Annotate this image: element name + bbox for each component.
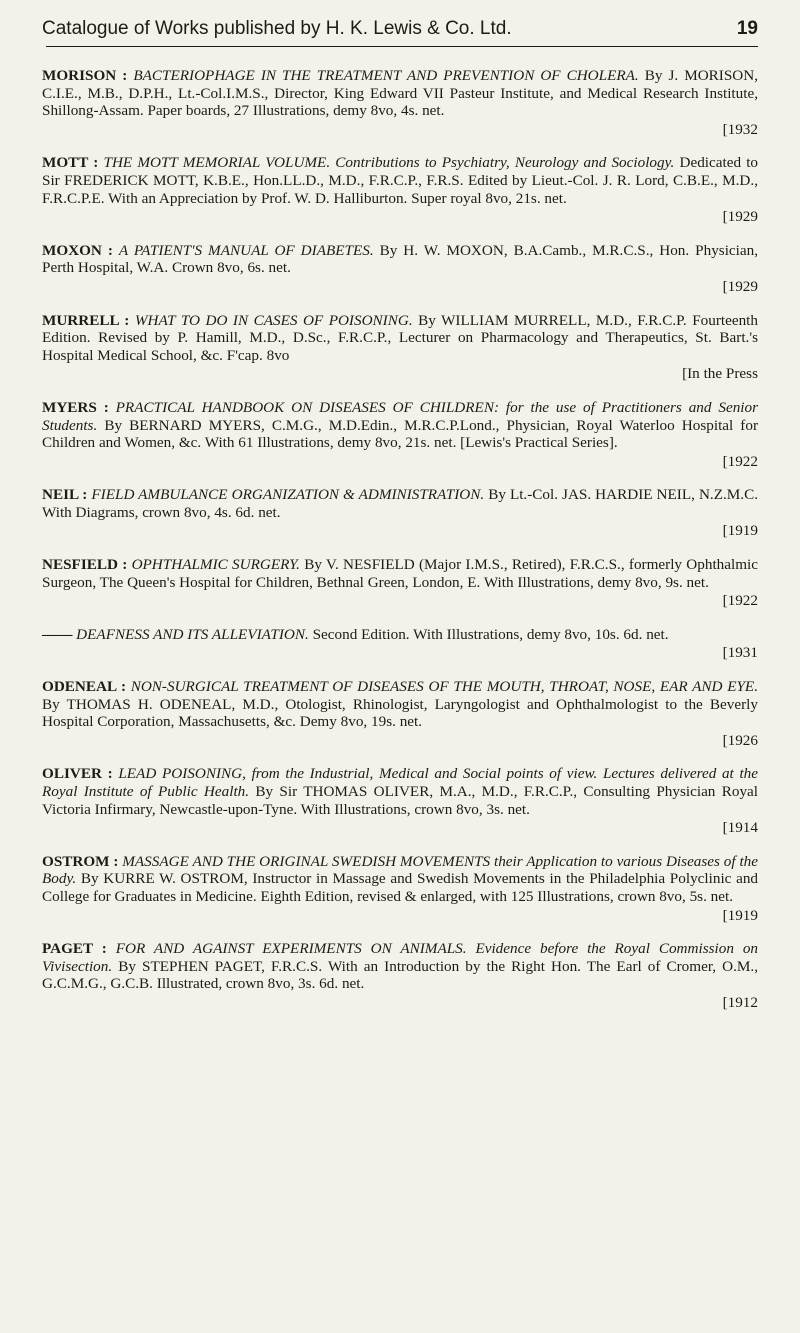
entry-year: [1922 xyxy=(722,452,758,470)
entry-details: By J. MORISON, C.I.E., M.B., D.P.H., Lt.-Col.I.M.S., Director, King Edward VII Pasteur Institute, and Medical Research Institute, Shillong-Assam. Paper boards, 27 Illustrations, demy 8vo, 4s. net. xyxy=(42,67,759,120)
entry-title: FIELD AMBULANCE ORGANIZATION & ADMINISTRATION. xyxy=(91,486,485,504)
entry-details: By THOMAS H. ODENEAL, M.D., Otologist, Rhinologist, Laryngologist and Ophthalmologist to the Beverly Hospital Corporation, Massachusetts, &c. Demy 8vo, 19s. net. xyxy=(42,695,758,731)
entry-author: OSTROM : xyxy=(42,852,119,870)
entry-title: LEAD POISONING, from the Industrial, Medical and Social points of view. Lectures delivered at the Royal Institute of Public Health. xyxy=(42,765,759,800)
entry-author: MOXON : xyxy=(42,241,113,259)
entry-year: [1919 xyxy=(722,906,758,924)
entry-year: [1926 xyxy=(722,731,758,749)
entry-year: [In the Press xyxy=(682,365,758,383)
entry-details: By V. NESFIELD (Major I.M.S., Retired), F.R.C.S., formerly Ophthalmic Surgeon, The Queen's Hospital for Children, Bethnal Green, London, E. With Illustrations, demy 8vo, 9s. net. xyxy=(42,556,758,591)
entry-details: By STEPHEN PAGET, F.R.C.S. With an Introduction by the Right Hon. The Earl of Cromer, O.M., G.C.M.G., G.C.B. Illustrated, crown 8vo, 3s. 6d. net. xyxy=(42,957,759,993)
entry-year: [1912 xyxy=(722,993,758,1011)
entry-details: By KURRE W. OSTROM, Instructor in Massage and Swedish Movements in the Philadelphia Polyclinic and College for Graduates in Medicine. Eighth Edition, revised & enlarged, with 125 Illustrations, crown 8vo, 5s. net. xyxy=(42,870,759,905)
entry-title: NON-SURGICAL TREATMENT OF DISEASES OF THE MOUTH, THROAT, NOSE, EAR AND EYE. xyxy=(130,678,758,696)
catalogue-entry xyxy=(42,678,758,749)
entry-year: [1931 xyxy=(722,644,758,662)
entry-details: By Lt.-Col. JAS. HARDIE NEIL, N.Z.M.C. With Diagrams, crown 8vo, 4s. 6d. net. xyxy=(42,486,759,521)
entry-author: MYERS : xyxy=(42,398,109,416)
entry-details: Second Edition. With Illustrations, demy 8vo, 10s. 6d. net. xyxy=(312,625,669,643)
entry-author: MURRELL : xyxy=(42,311,130,329)
catalogue-entry xyxy=(42,399,758,470)
entry-author: ODENEAL : xyxy=(42,678,127,696)
header-title: Catalogue of Works published by H. K. Lewis & Co. Ltd. xyxy=(42,18,512,39)
entry-author: MORISON : xyxy=(42,67,128,84)
entry-author: —— xyxy=(42,625,73,643)
entry-title: DEAFNESS AND ITS ALLEVIATION. xyxy=(76,625,309,643)
entry-details: By BERNARD MYERS, C.M.G., M.D.Edin., M.R.C.P.Lond., Physician, Royal Waterloo Hospital for Children and Women, &c. With 61 Illustrations, demy 8vo, 21s. net. [Lewis's Practical Series]. xyxy=(42,416,758,452)
entry-list xyxy=(42,67,758,1012)
catalogue-entry xyxy=(42,626,758,662)
entry-author: OLIVER : xyxy=(42,765,113,783)
entry-year: [1932 xyxy=(722,120,758,138)
entry-details: By H. W. MOXON, B.A.Camb., M.R.C.S., Hon. Physician, Perth Hospital, W.A. Crown 8vo, 6s. net. xyxy=(42,241,759,277)
page-header xyxy=(42,0,758,46)
entry-year: [1914 xyxy=(722,819,758,837)
entry-year: [1929 xyxy=(722,208,758,226)
catalogue-entry xyxy=(42,853,758,924)
entry-author: NESFIELD : xyxy=(42,556,128,574)
catalogue-entry xyxy=(42,312,758,383)
page-number: 19 xyxy=(736,18,758,39)
entry-title: BACTERIOPHAGE IN THE TREATMENT AND PREVENTION OF CHOLERA. xyxy=(133,67,639,84)
catalogue-entry xyxy=(42,154,758,225)
entry-details: By Sir THOMAS OLIVER, M.A., M.D., F.R.C.P., Consulting Physician Royal Victoria Infirmary, Newcastle-upon-Tyne. With Illustrations, crown 8vo, 3s. net. xyxy=(42,783,758,818)
entry-year: [1922 xyxy=(722,592,758,610)
entry-year: [1929 xyxy=(722,277,758,295)
catalogue-entry xyxy=(42,940,758,1011)
catalogue-entry xyxy=(42,67,758,138)
entry-year: [1919 xyxy=(722,522,758,540)
entry-details: By WILLIAM MURRELL, M.D., F.R.C.P. Fourteenth Edition. Revised by P. Hamill, M.D., D.Sc., F.R.C.P., Lecturer on Pharmacology and Therapeutics, St. Bart.'s Hospital Medical School, &c. F'cap. 8vo xyxy=(42,311,758,364)
entry-title: OPHTHALMIC SURGERY. xyxy=(131,556,300,574)
entry-title: THE MOTT MEMORIAL VOLUME. Contributions to Psychiatry, Neurology and Sociology. xyxy=(103,154,675,172)
catalogue-entry xyxy=(42,486,758,540)
entry-title: A PATIENT'S MANUAL OF DIABETES. xyxy=(118,241,374,259)
entry-author: NEIL : xyxy=(42,486,88,504)
catalogue-entry xyxy=(42,242,758,296)
entry-details: Dedicated to Sir FREDERICK MOTT, K.B.E., Hon.LL.D., M.D., F.R.C.P., F.R.S. Edited by Lieut.-Col. J. R. Lord, C.B.E., M.D., F.R.C.P.E. With an Appreciation by Prof. W. D. Halliburton. Super royal 8vo, 21s. net. xyxy=(42,154,759,207)
header-rule xyxy=(46,46,758,47)
entry-author: MOTT : xyxy=(42,154,99,172)
entry-title: PRACTICAL HANDBOOK ON DISEASES OF CHILDREN: for the use of Practitioners and Senior Students. xyxy=(42,398,759,434)
entry-title: MASSAGE AND THE ORIGINAL SWEDISH MOVEMENTS their Application to various Diseases of the Body. xyxy=(42,852,758,888)
entry-title: FOR AND AGAINST EXPERIMENTS ON ANIMALS. Evidence before the Royal Commission on Vivisection. xyxy=(42,940,759,975)
catalogue-entry xyxy=(42,765,758,836)
entry-title: WHAT TO DO IN CASES OF POISONING. xyxy=(134,311,413,329)
entry-author: PAGET : xyxy=(42,940,107,958)
catalogue-entry xyxy=(42,556,758,610)
